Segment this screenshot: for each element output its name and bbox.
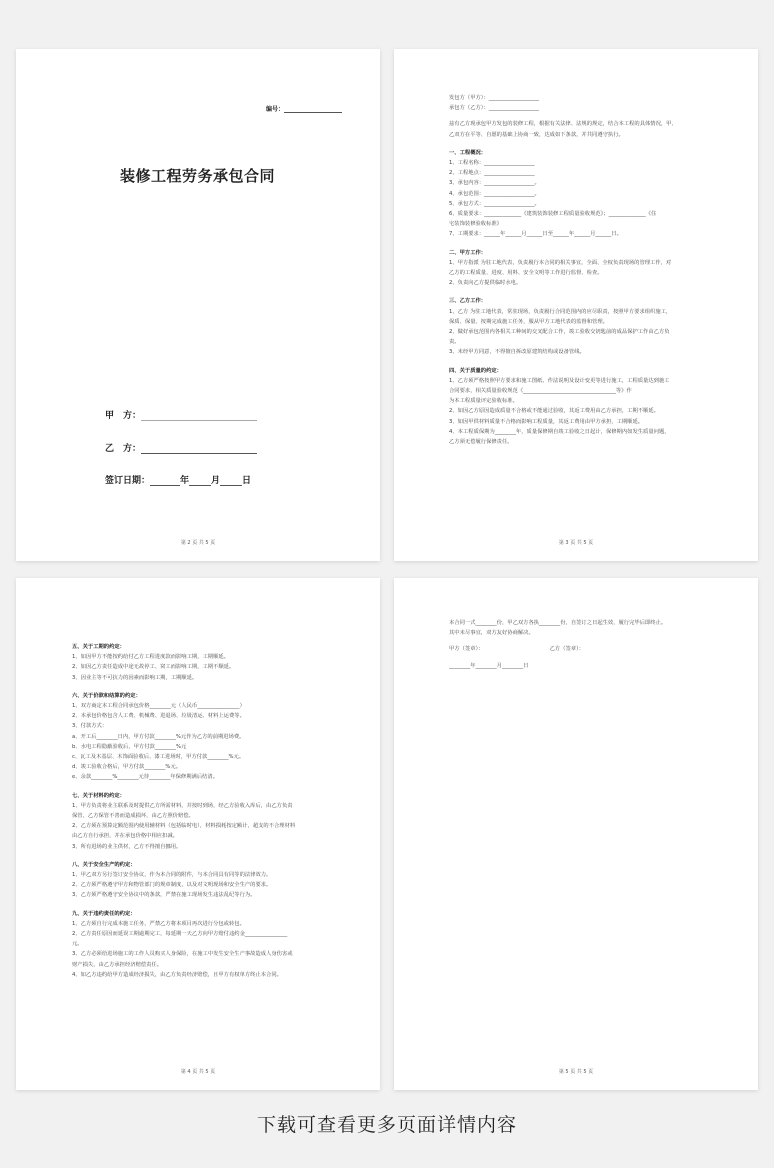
page-footer: 第 5 页 共 5 页 (558, 1069, 594, 1075)
text-line: b、水电工程隐蔽验收后，甲方付款________%元 (72, 743, 187, 750)
text-line: 3、因业主等不可抗力的因素而影响工期，工期顺延。 (72, 674, 198, 681)
year-label: 年 (180, 476, 190, 486)
text-line: 为本工程质量评定验收标准。 (449, 398, 518, 405)
text-line: c、瓦工及木基层、木饰面验收后、漆工进场时，甲方付款________%元。 (72, 754, 245, 761)
text-line: 1、工程名称：___________________ (449, 160, 535, 167)
month-label: 月 (211, 476, 221, 486)
text-line: 2、本承包价格包含人工费、机械费、进退场、垃圾清运、材料上运费等。 (72, 713, 245, 720)
text-line: 1、乙方须严格按照甲方要求和施工图纸、作法说明及设计变更等进行施工，工程质量达到施工 (449, 377, 670, 384)
download-caption[interactable]: 下载可查看更多页面详情内容 (256, 1114, 517, 1136)
text-line: 1、甲方负责将业主联系及时提供乙方所需材料，并按时到场，经乙方验收入库后，由乙方负责 (72, 802, 293, 809)
text-line: 财产损失，由乙方承担经济赔偿责任。 (72, 961, 163, 968)
text-line: 1、如因甲方不能按约给付乙方工程进度款而影响工期，工期顺延。 (72, 654, 229, 661)
contract-number (266, 104, 342, 113)
section-heading: 八、关于安全生产的约定： (72, 861, 136, 868)
page-3 (394, 49, 758, 561)
text-line: 2、工程地点：___________________ (449, 170, 535, 177)
text-line: 4、本工程质保期为________年，质量保修期自竣工验收之日起计，保修期内如发生质量问题， (449, 428, 670, 435)
text-line: 1、双方商定本工程合同承包价格________元（人民币________________） (72, 703, 245, 710)
text-line: 发包方（甲方）：___________________ (449, 95, 540, 101)
text-line: 合同要求，相关质量验收规范《___________________________________等》作 (449, 388, 632, 395)
text-line: 乙双方在平等、自愿的基础上协商一致，达成如下条款，并共同遵守执行。 (449, 131, 624, 138)
party-b-label: 乙 方： (105, 444, 142, 454)
text-line: 兹有乙方现承包甲方发包的装修工程，根据有关法律、法规的规定，结合本工程的具体情况，甲、 (449, 121, 677, 128)
text-line: 1、乙方须自行完成本施工任务，严禁乙方将本项目再次进行分包或转包。 (72, 920, 245, 927)
text-line: 3、付款方式： (72, 723, 108, 730)
text-line: 保管，乙方保管不善而造成损坏，由乙方照价赔偿。 (72, 813, 194, 820)
page-2-cover (16, 49, 380, 561)
text-line: 3、乙方必须给进场施工的工作人员购买人身保险，在施工中发生安全生产事故造成人身伤害或 (72, 951, 293, 958)
page-footer: 第 3 页 共 5 页 (558, 540, 594, 546)
text-line: 1、甲乙双方另行签订安全协议，作为本合同的附件，与本合同具有同等的法律效力。 (72, 872, 272, 879)
day-label: 日 (242, 476, 252, 486)
section-heading: 二、甲方工作： (449, 249, 487, 256)
text-line: 乙方须无偿履行保修责任。 (449, 439, 513, 446)
section-heading: 四、关于质量的约定： (449, 367, 502, 374)
text-line: 3、未经甲方同意，不得擅自拆改原建筑结构或设备管线。 (449, 349, 585, 356)
sign-date-row (105, 473, 251, 486)
text-line: 7、工期要求：______年______月______日至______年______月______日。 (449, 231, 622, 238)
text-line: 元。 (72, 941, 83, 948)
page-4 (16, 578, 380, 1090)
text-line: 2、负责向乙方提供临时水电。 (449, 280, 522, 287)
text-line: 宅装饰装修验收标准》 (449, 221, 502, 228)
text-line: 2、乙方须严格遵守甲方和物管部门的规章制度，以及对文明现场和安全生产的要求。 (72, 882, 272, 889)
number-label: 编号： (266, 106, 285, 113)
text-line: 2、乙方责任原因而延误工期逾期完工，每延期一天乙方向甲方赔付违约金________________ (72, 931, 288, 938)
text-line: 4、承包范围：___________________。 (449, 190, 540, 197)
text-line: 3、所有进场的业主供材，乙方不得擅自挪用。 (72, 843, 182, 850)
text-line: 2、如因乙方原因造成质量不合格或不能通过验收，其返工费用由乙方承担，工期不顺延。 (449, 408, 659, 415)
text-line: 4、如乙方违约给甲方造成经济损失，由乙方负责经济赔偿，且甲方有权单方终止本合同。 (72, 971, 282, 978)
page-5-body (449, 618, 725, 671)
text-line: 责。 (449, 339, 460, 346)
page-footer: 第 2 页 共 5 页 (180, 540, 216, 546)
page-4-body (72, 634, 346, 980)
text-line: 保质、保量、按期完成施工任务，服从甲方工地代表的监督和管理。 (449, 318, 608, 325)
text-line: 由乙方自行承担，并在承包价格中相应扣减。 (72, 833, 178, 840)
text-line: 1、甲方指派 为驻工地代表，负责履行本合同的相关事宜，全面、全权负责现场的管理工作，对 (449, 259, 672, 266)
text-line: 本合同一式________份，甲乙双方各执________份，自签订之日起生效，履行完毕后即终止。 (449, 620, 667, 626)
section-heading: 一、工程概况： (449, 149, 487, 156)
text-line: a、开工后________日内，甲方付款________%元作为乙方的前期进场费。 (72, 733, 245, 740)
sign-date-label: 签订日期： (105, 476, 151, 486)
section-heading: 三、乙方工作： (449, 298, 487, 305)
text-line: ________年________月________日 (449, 662, 529, 669)
text-line: 3、如因甲供材料质量不合格而影响工程质量，其返工费用由甲方承担，工期顺延。 (449, 418, 644, 425)
text-line: 1、乙方 为驻工地代表，常驻现场，负责履行合同范围内的应尽职责，按照甲方要求组织施工， (449, 308, 672, 315)
text-line: 其中未尽事宜，双方友好协商解决。 (449, 630, 534, 637)
text-line: d、竣工验收合格后，甲方付款________%元。 (72, 764, 182, 771)
page-3-body (449, 93, 725, 447)
section-heading: 五、关于工期的约定： (72, 644, 125, 650)
party-b-row (105, 441, 257, 454)
document-title: 装修工程劳务承包合同 (120, 167, 276, 185)
text-line: 3、乙方须严格遵守安全协议中的条款，严禁在施工现场发生违法乱纪等行为。 (72, 892, 256, 899)
page-5 (394, 578, 758, 1090)
text-line: 2、如因乙方责任造成中途无故停工、窝工而影响工期，工期不顺延。 (72, 664, 235, 671)
section-heading: 七、关于材料的约定： (72, 792, 125, 799)
text-line: 2、乙方须在预算定额范围内使用辅材料（包括临时电），材料损耗按定额计，超支的不合理材料 (72, 823, 296, 830)
page-footer: 第 4 页 共 5 页 (180, 1069, 216, 1075)
text-line: 承包方（乙方）：___________________ (449, 105, 540, 112)
text-line: 6、质量要求：______________《建筑装饰装修工程质量验收规范》；______________《住 (449, 211, 657, 218)
text-line: 甲方（签章）： 乙方（签章）： (449, 646, 585, 653)
section-heading: 六、关于价款和结算的约定： (72, 692, 141, 699)
party-a-row (105, 408, 257, 421)
text-line: 3、承包内容：___________________。 (449, 180, 540, 187)
party-a-label: 甲 方： (105, 411, 142, 421)
text-line: e、余款________%________元待________年保修期满后结清。 (72, 774, 219, 781)
section-heading: 九、关于违约责任的约定： (72, 910, 136, 917)
text-line: 2、做好承包范围内各相关工种间的交叉配合工作，竣工验收交钥匙前的成品保护工作由乙方负 (449, 329, 670, 336)
text-line: 5、承包方式：___________________。 (449, 200, 540, 207)
text-line: 乙方的工程质量、进度、用料、安全文明等工作进行监督、检查。 (449, 270, 603, 277)
